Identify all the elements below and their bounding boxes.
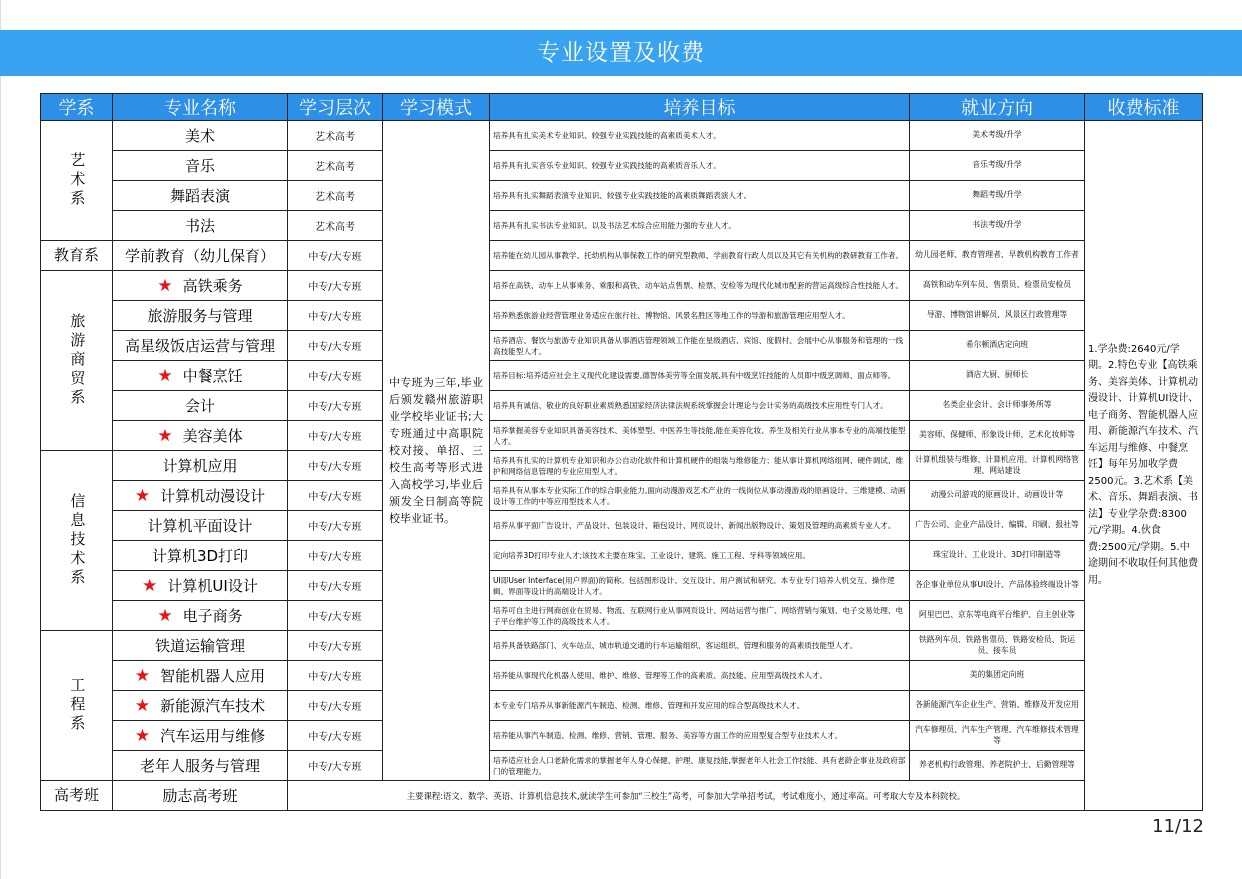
major-name-cell <box>113 211 288 241</box>
page-title: 专业设置及收费 <box>0 30 1242 76</box>
goal-cell: 培养具有从事本专业实际工作的综合职业能力,面向动漫游戏艺术产业的一线岗位从事动漫游戏的原画设计、三维建模、动画设计等工作的中等应用型技术人才。 <box>490 481 910 511</box>
major-name-cell <box>113 301 288 331</box>
major-name-cell <box>113 331 288 361</box>
level-cell: 中专/大专班 <box>288 451 383 481</box>
major-name: 美容美体 <box>182 427 243 445</box>
department-cell: 信息技术系 <box>41 451 113 631</box>
table-row <box>41 691 1203 721</box>
major-name: 汽车运用与维修 <box>160 727 266 745</box>
header-department: 学系 <box>41 94 113 121</box>
job-cell: 名类企业会计、会计师事务所等 <box>910 391 1085 421</box>
level-cell: 中专/大专班 <box>288 511 383 541</box>
table-row <box>41 721 1203 751</box>
table-body <box>41 121 1203 811</box>
study-mode-cell: 中专班为三年,毕业后颁发赣州旅游职业学校毕业证书;大专班通过中高职院校对接、单招、三校生高考等形式进入高校学习,毕业后颁发全日制高等院校毕业证书。 <box>383 121 490 781</box>
goal-cell: 培养具有诚信、敬业的良好职业素质熟悉国家经济法律法规系统掌握会计理论与会计实务的高级技术应用性专门人才。 <box>490 391 910 421</box>
major-name-cell <box>113 691 288 721</box>
job-cell: 幼儿园老师、教育管理者、早教机构教育工作者 <box>910 241 1085 271</box>
goal-cell: 培养目标:培养适应社会主义现代化建设需要,德智体美劳等全面发展,具有中级烹饪技能的人员即中级烹调师、面点师等。 <box>490 361 910 391</box>
major-name-cell <box>113 241 288 271</box>
job-cell: 汽车修理员、汽车生产管理、汽车维修技术管理等 <box>910 721 1085 751</box>
table-row <box>41 601 1203 631</box>
job-cell: 养老机构行政管理、养老院护士、后勤管理等 <box>910 751 1085 781</box>
major-name-cell <box>113 601 288 631</box>
program-table <box>40 93 1203 811</box>
table-row <box>41 151 1203 181</box>
table-header-row <box>41 94 1203 121</box>
major-name-cell <box>113 511 288 541</box>
level-cell: 中专/大专班 <box>288 271 383 301</box>
goal-cell: 培养可自主进行网商创业在贸易、物流、互联网行业从事网页设计、网站运营与推广、网络营销与策划、电子交易处理、电子平台维护等工作的高级技术人才。 <box>490 601 910 631</box>
major-name-cell <box>113 751 288 781</box>
header-level: 学习层次 <box>288 94 383 121</box>
table-row <box>41 121 1203 151</box>
major-name: 智能机器人应用 <box>160 667 266 685</box>
major-name: 会计 <box>184 397 215 415</box>
goal-cell: 本专业专门培养从事新能源汽车制造、检测、维修、管理和开发应用的综合型高级技术人才。 <box>490 691 910 721</box>
major-name: 电子商务 <box>182 607 243 625</box>
level-cell: 中专/大专班 <box>288 331 383 361</box>
table-row <box>41 211 1203 241</box>
major-name: 舞蹈表演 <box>169 187 230 205</box>
level-cell: 中专/大专班 <box>288 241 383 271</box>
goal-cell: 培养具有扎实书法专业知识、以及书法艺术综合应用能力强的专业人才。 <box>490 211 910 241</box>
major-name-cell <box>113 181 288 211</box>
level-cell: 艺术高考 <box>288 211 383 241</box>
goal-cell: 培养能从事汽车制造、检测、维修、营销、管理、服务、美容等方面工作的应用型复合型专业技术人才。 <box>490 721 910 751</box>
table-row <box>41 421 1203 451</box>
level-cell: 中专/大专班 <box>288 541 383 571</box>
level-cell: 艺术高考 <box>288 151 383 181</box>
goal-cell: 培养能在幼儿园从事教学、托幼机构从事保教工作的研究型教师、学前教育行政人员以及其它有关机构的教研教育工作者。 <box>490 241 910 271</box>
header-major: 专业名称 <box>113 94 288 121</box>
job-cell: 美的集团定向班 <box>910 661 1085 691</box>
level-cell: 中专/大专班 <box>288 691 383 721</box>
level-cell: 中专/大专班 <box>288 601 383 631</box>
major-name: 学前教育（幼儿保育） <box>124 247 275 265</box>
star-icon: ★ <box>134 486 151 506</box>
major-name-cell <box>113 391 288 421</box>
goal-cell: 培养从事平面广告设计、产品设计、包装设计、箱包设计、网页设计、新闻出版物设计、策划及管理的高素质专业人才。 <box>490 511 910 541</box>
major-name-cell <box>113 271 288 301</box>
job-cell: 铁路列车员、铁路售票员、铁路安检员、货运员、接车员 <box>910 631 1085 661</box>
major-name: 美术 <box>184 127 215 145</box>
gaokao-row <box>41 781 1203 811</box>
major-name-cell <box>113 361 288 391</box>
goal-cell: UI即User Interface(用户界面)的简称。包括图形设计、交互设计、用户测试和研究。本专业专门培养人机交互、操作逻辑、界面等设计的高端设计人才。 <box>490 571 910 601</box>
major-name: 计算机动漫设计 <box>160 487 266 505</box>
star-icon: ★ <box>157 606 173 626</box>
table-row <box>41 181 1203 211</box>
level-cell: 中专/大专班 <box>288 361 383 391</box>
goal-cell: 培养具有扎实音乐专业知识、较强专业实践技能的高素质音乐人才。 <box>490 151 910 181</box>
major-name: 老年人服务与管理 <box>139 757 260 775</box>
major-name-cell: 励志高考班 <box>113 781 288 811</box>
job-cell: 酒店大厨、厨师长 <box>910 361 1085 391</box>
major-name-cell <box>113 661 288 691</box>
header-job: 就业方向 <box>910 94 1085 121</box>
major-name: 音乐 <box>184 157 215 175</box>
page-edge <box>0 0 1 879</box>
table-row <box>41 331 1203 361</box>
header-mode: 学习模式 <box>383 94 490 121</box>
table-row <box>41 541 1203 571</box>
level-cell: 中专/大专班 <box>288 301 383 331</box>
level-cell: 艺术高考 <box>288 181 383 211</box>
star-icon: ★ <box>157 426 173 446</box>
table-row <box>41 631 1203 661</box>
course-cell: 主要课程:语文、数学、英语、计算机信息技术,就读学生可参加“三校生”高考，可参加大学单招考试，考试难度小，通过率高。可考取大专及本科院校。 <box>288 781 1085 811</box>
goal-cell: 培养能从事现代化机器人使用、维护、维修、管理等工作的高素质、高技能、应用型高级技术人才。 <box>490 661 910 691</box>
level-cell: 中专/大专班 <box>288 481 383 511</box>
job-cell: 阿里巴巴、京东等电商平台维护、自主创业等 <box>910 601 1085 631</box>
header-fee: 收费标准 <box>1085 94 1203 121</box>
job-cell: 各新能源汽车企业生产、营销、维修及开发应用 <box>910 691 1085 721</box>
level-cell: 艺术高考 <box>288 121 383 151</box>
goal-cell: 培养酒店、餐饮与旅游专业知识具备从事酒店管理领域工作能在星级酒店、宾馆、度假村、会展中心从事服务和管理的一线高技能型人才。 <box>490 331 910 361</box>
department-cell: 艺术系 <box>41 121 113 241</box>
major-name: 铁道运输管理 <box>154 637 245 655</box>
level-cell: 中专/大专班 <box>288 751 383 781</box>
table-row <box>41 661 1203 691</box>
job-cell: 美容师、保健师、形象设计师、艺术化妆师等 <box>910 421 1085 451</box>
page-number: 11/12 <box>1152 816 1204 837</box>
job-cell: 广告公司、企业产品设计、编辑、印刷、报社等 <box>910 511 1085 541</box>
job-cell: 各企事业单位从事UI设计、产品体验终端设计等 <box>910 571 1085 601</box>
level-cell: 中专/大专班 <box>288 391 383 421</box>
level-cell: 中专/大专班 <box>288 571 383 601</box>
major-name: 中餐烹饪 <box>182 367 243 385</box>
table-row <box>41 571 1203 601</box>
department-cell: 高考班 <box>41 781 113 811</box>
job-cell: 珠宝设计、工业设计、3D打印制造等 <box>910 541 1085 571</box>
goal-cell: 培养熟悉旅游业经营管理业务适应在旅行社、博物馆、风景名胜区等地工作的导游和旅游管理应用型人才。 <box>490 301 910 331</box>
major-name-cell <box>113 421 288 451</box>
table-row <box>41 511 1203 541</box>
major-name: 高铁乘务 <box>182 277 243 295</box>
job-cell: 导游、博物馆讲解员、风景区行政管理等 <box>910 301 1085 331</box>
job-cell: 高铁和动车列车员、售票员、检票员安检员 <box>910 271 1085 301</box>
major-name: 书法 <box>184 217 215 235</box>
level-cell: 中专/大专班 <box>288 661 383 691</box>
major-name-cell <box>113 481 288 511</box>
major-name-cell <box>113 451 288 481</box>
star-icon: ★ <box>134 726 151 746</box>
star-icon: ★ <box>157 366 173 386</box>
major-name-cell <box>113 631 288 661</box>
major-name: 计算机3D打印 <box>151 547 249 565</box>
program-table-wrapper <box>40 93 1202 811</box>
level-cell: 中专/大专班 <box>288 421 383 451</box>
major-name: 新能源汽车技术 <box>160 697 266 715</box>
job-cell: 美术考级/升学 <box>910 121 1085 151</box>
department-cell: 旅游商贸系 <box>41 271 113 451</box>
job-cell: 音乐考级/升学 <box>910 151 1085 181</box>
major-name: 高星级饭店运营与管理 <box>124 337 275 355</box>
job-cell: 希尔顿酒店定向班 <box>910 331 1085 361</box>
major-name: 计算机平面设计 <box>147 517 253 535</box>
job-cell: 书法考级/升学 <box>910 211 1085 241</box>
table-row <box>41 391 1203 421</box>
star-icon: ★ <box>134 666 151 686</box>
goal-cell: 培养具有扎实的计算机专业知识和办公自动化软件和计算机硬件的组装与维修能力；能从事计算机网络组网、硬件调试、维护和网络信息管理的专业应用型人才。 <box>490 451 910 481</box>
major-name-cell <box>113 571 288 601</box>
table-row <box>41 361 1203 391</box>
job-cell: 计算机组装与维修、计算机应用、计算机网络管理、网站建设 <box>910 451 1085 481</box>
table-row <box>41 451 1203 481</box>
major-name-cell <box>113 721 288 751</box>
goal-cell: 培养在高铁、动车上从事乘务、乘服和高铁、动车站点售票、检票、安检等为现代化城市配套的营运高级综合性技能人才。 <box>490 271 910 301</box>
goal-cell: 培养具备铁路部门、火车站点、城市轨道交通的行车运输组织、客运组织、管理和服务的高素质技能型人才。 <box>490 631 910 661</box>
table-row <box>41 271 1203 301</box>
job-cell: 舞蹈考级/升学 <box>910 181 1085 211</box>
department-cell: 教育系 <box>41 241 113 271</box>
table-row <box>41 481 1203 511</box>
level-cell: 中专/大专班 <box>288 721 383 751</box>
major-name: 计算机应用 <box>162 457 238 475</box>
major-name-cell <box>113 541 288 571</box>
star-icon: ★ <box>142 576 158 596</box>
table-row <box>41 751 1203 781</box>
major-name-cell <box>113 151 288 181</box>
major-name: 旅游服务与管理 <box>147 307 253 325</box>
level-cell: 中专/大专班 <box>288 631 383 661</box>
goal-cell: 培养适应社会人口老龄化需求的掌握老年人身心保健、护理、康复技能,掌握老年人社会工作技能、具有老龄企事业及政府部门的管理能力。 <box>490 751 910 781</box>
star-icon: ★ <box>157 276 173 296</box>
goal-cell: 培养具有扎实舞蹈表演专业知识、较强专业实践技能的高素质舞蹈表演人才。 <box>490 181 910 211</box>
department-cell: 工程系 <box>41 631 113 781</box>
fee-cell: 1.学杂费:2640元/学期。2.特色专业【高铁乘务、美容美体、计算机动漫设计、计算机UI设计、电子商务、智能机器人应用、新能源汽车技术、汽车运用与维修、中餐烹饪】每年另加收学费2500元。3.艺术系【美术、音乐、舞蹈表演、书法】专业学杂费:8300元/学期。4.伙食费:2500元/学期。5.中途期间不收取任何其他费用。 <box>1085 121 1203 811</box>
goal-cell: 培养具有扎实美术专业知识、较强专业实践技能的高素质美术人才。 <box>490 121 910 151</box>
major-name-cell <box>113 121 288 151</box>
job-cell: 动漫公司游戏的原画设计、动画设计等 <box>910 481 1085 511</box>
header-goal: 培养目标 <box>490 94 910 121</box>
table-row <box>41 301 1203 331</box>
goal-cell: 培养掌握美容专业知识具备美容技术、美体塑型、中医养生等技能,能在美容化妆、养生及相关行业从事本专业的高端技能型人才。 <box>490 421 910 451</box>
table-row <box>41 241 1203 271</box>
star-icon: ★ <box>134 696 151 716</box>
goal-cell: 定向培养3D打印专业人才;该技术主要在珠宝、工业设计、建筑、施工工程、牙科等领域应用。 <box>490 541 910 571</box>
major-name: 计算机UI设计 <box>167 577 258 595</box>
